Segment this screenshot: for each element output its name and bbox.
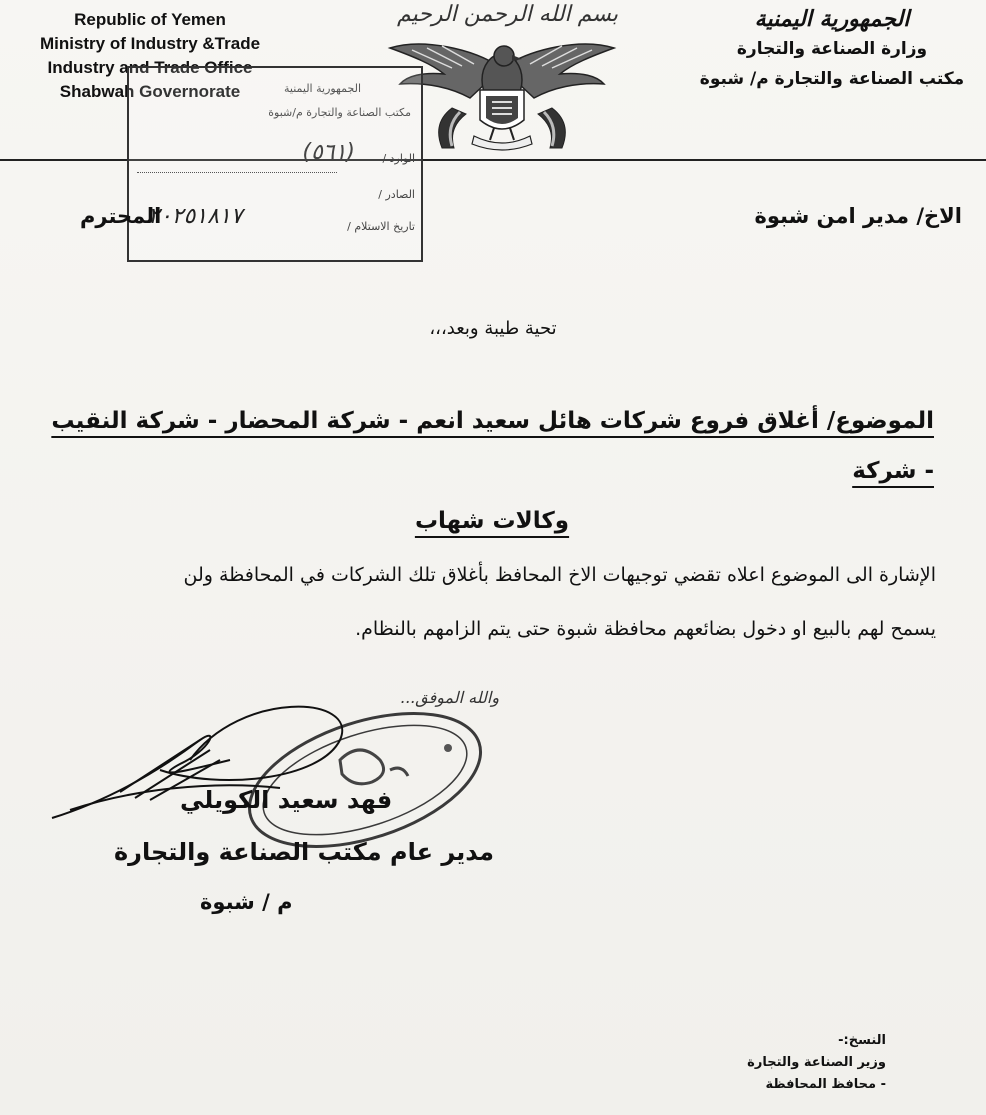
letter-body [60, 548, 936, 656]
header-en-office: Industry and Trade Office [47, 58, 253, 77]
honorific: المحترم [80, 204, 162, 228]
copies-to [747, 1030, 886, 1096]
signature-block [40, 700, 560, 940]
body-line-2: يسمح لهم بالبيع او دخول بضائعهم محافظة شبوة حتى يتم الزامهم بالنظام. [355, 618, 936, 640]
header-en-governorate: Shabwah Governorate [59, 82, 241, 101]
subject-line-2: وكالات شهاب [414, 508, 570, 534]
stamp-office: مكتب الصناعة والتجارة م/شبوة [268, 106, 411, 119]
header-en-country: Republic of Yemen [74, 10, 226, 29]
subject-line-1: الموضوع/ أغلاق فروع شركات هائل سعيد انعم - شركة المحضار - شركة النقيب - شركة [51, 408, 934, 484]
header-en-ministry: Ministry of Industry &Trade [39, 34, 261, 53]
greeting: تحية طيبة وبعد،،، [429, 318, 557, 339]
receipt-stamp [127, 66, 423, 262]
stamp-incoming-number: (٥٦١) [302, 140, 355, 165]
stamp-incoming-label: الوارد / [382, 152, 415, 165]
header-arabic [682, 4, 982, 94]
stamp-date-label: تاريخ الاستلام / [347, 220, 415, 233]
header-ar-country: الجمهورية اليمنية [754, 6, 910, 32]
stamp-dotted-line [137, 172, 337, 173]
official-seal-and-signature [40, 700, 560, 940]
basmala: بسم الله الرحمن الرحيم [396, 2, 619, 27]
body-line-1: الإشارة الى الموضوع اعلاه تقضي توجيهات الاخ المحافظ بأغلاق تلك الشركات في المحافظة ولن [183, 564, 936, 586]
stamp-outgoing-label: الصادر / [378, 188, 415, 201]
cc-item: وزير الصناعة والتجارة [747, 1055, 886, 1070]
closing-phrase: والله الموفق... [400, 688, 500, 707]
signatory-title: مدير عام مكتب الصناعة والتجارة [114, 838, 494, 866]
header-ar-office: مكتب الصناعة والتجارة م/ شبوة [699, 69, 965, 89]
signatory-name: فهد سعيد الكويلي [180, 786, 393, 814]
header-ar-ministry: وزارة الصناعة والتجارة [736, 39, 928, 59]
signatory-place: م / شبوة [200, 890, 293, 914]
stamp-republic: الجمهورية اليمنية [283, 82, 361, 95]
cc-title: النسخ:- [838, 1033, 886, 1048]
subject [50, 396, 934, 546]
cc-item: - محافظ المحافظة [765, 1077, 886, 1092]
receipt-date-handwritten: ٢٠٢٥١٨١٧ [148, 204, 243, 229]
addressee: الاخ/ مدير امن شبوة [754, 204, 962, 228]
